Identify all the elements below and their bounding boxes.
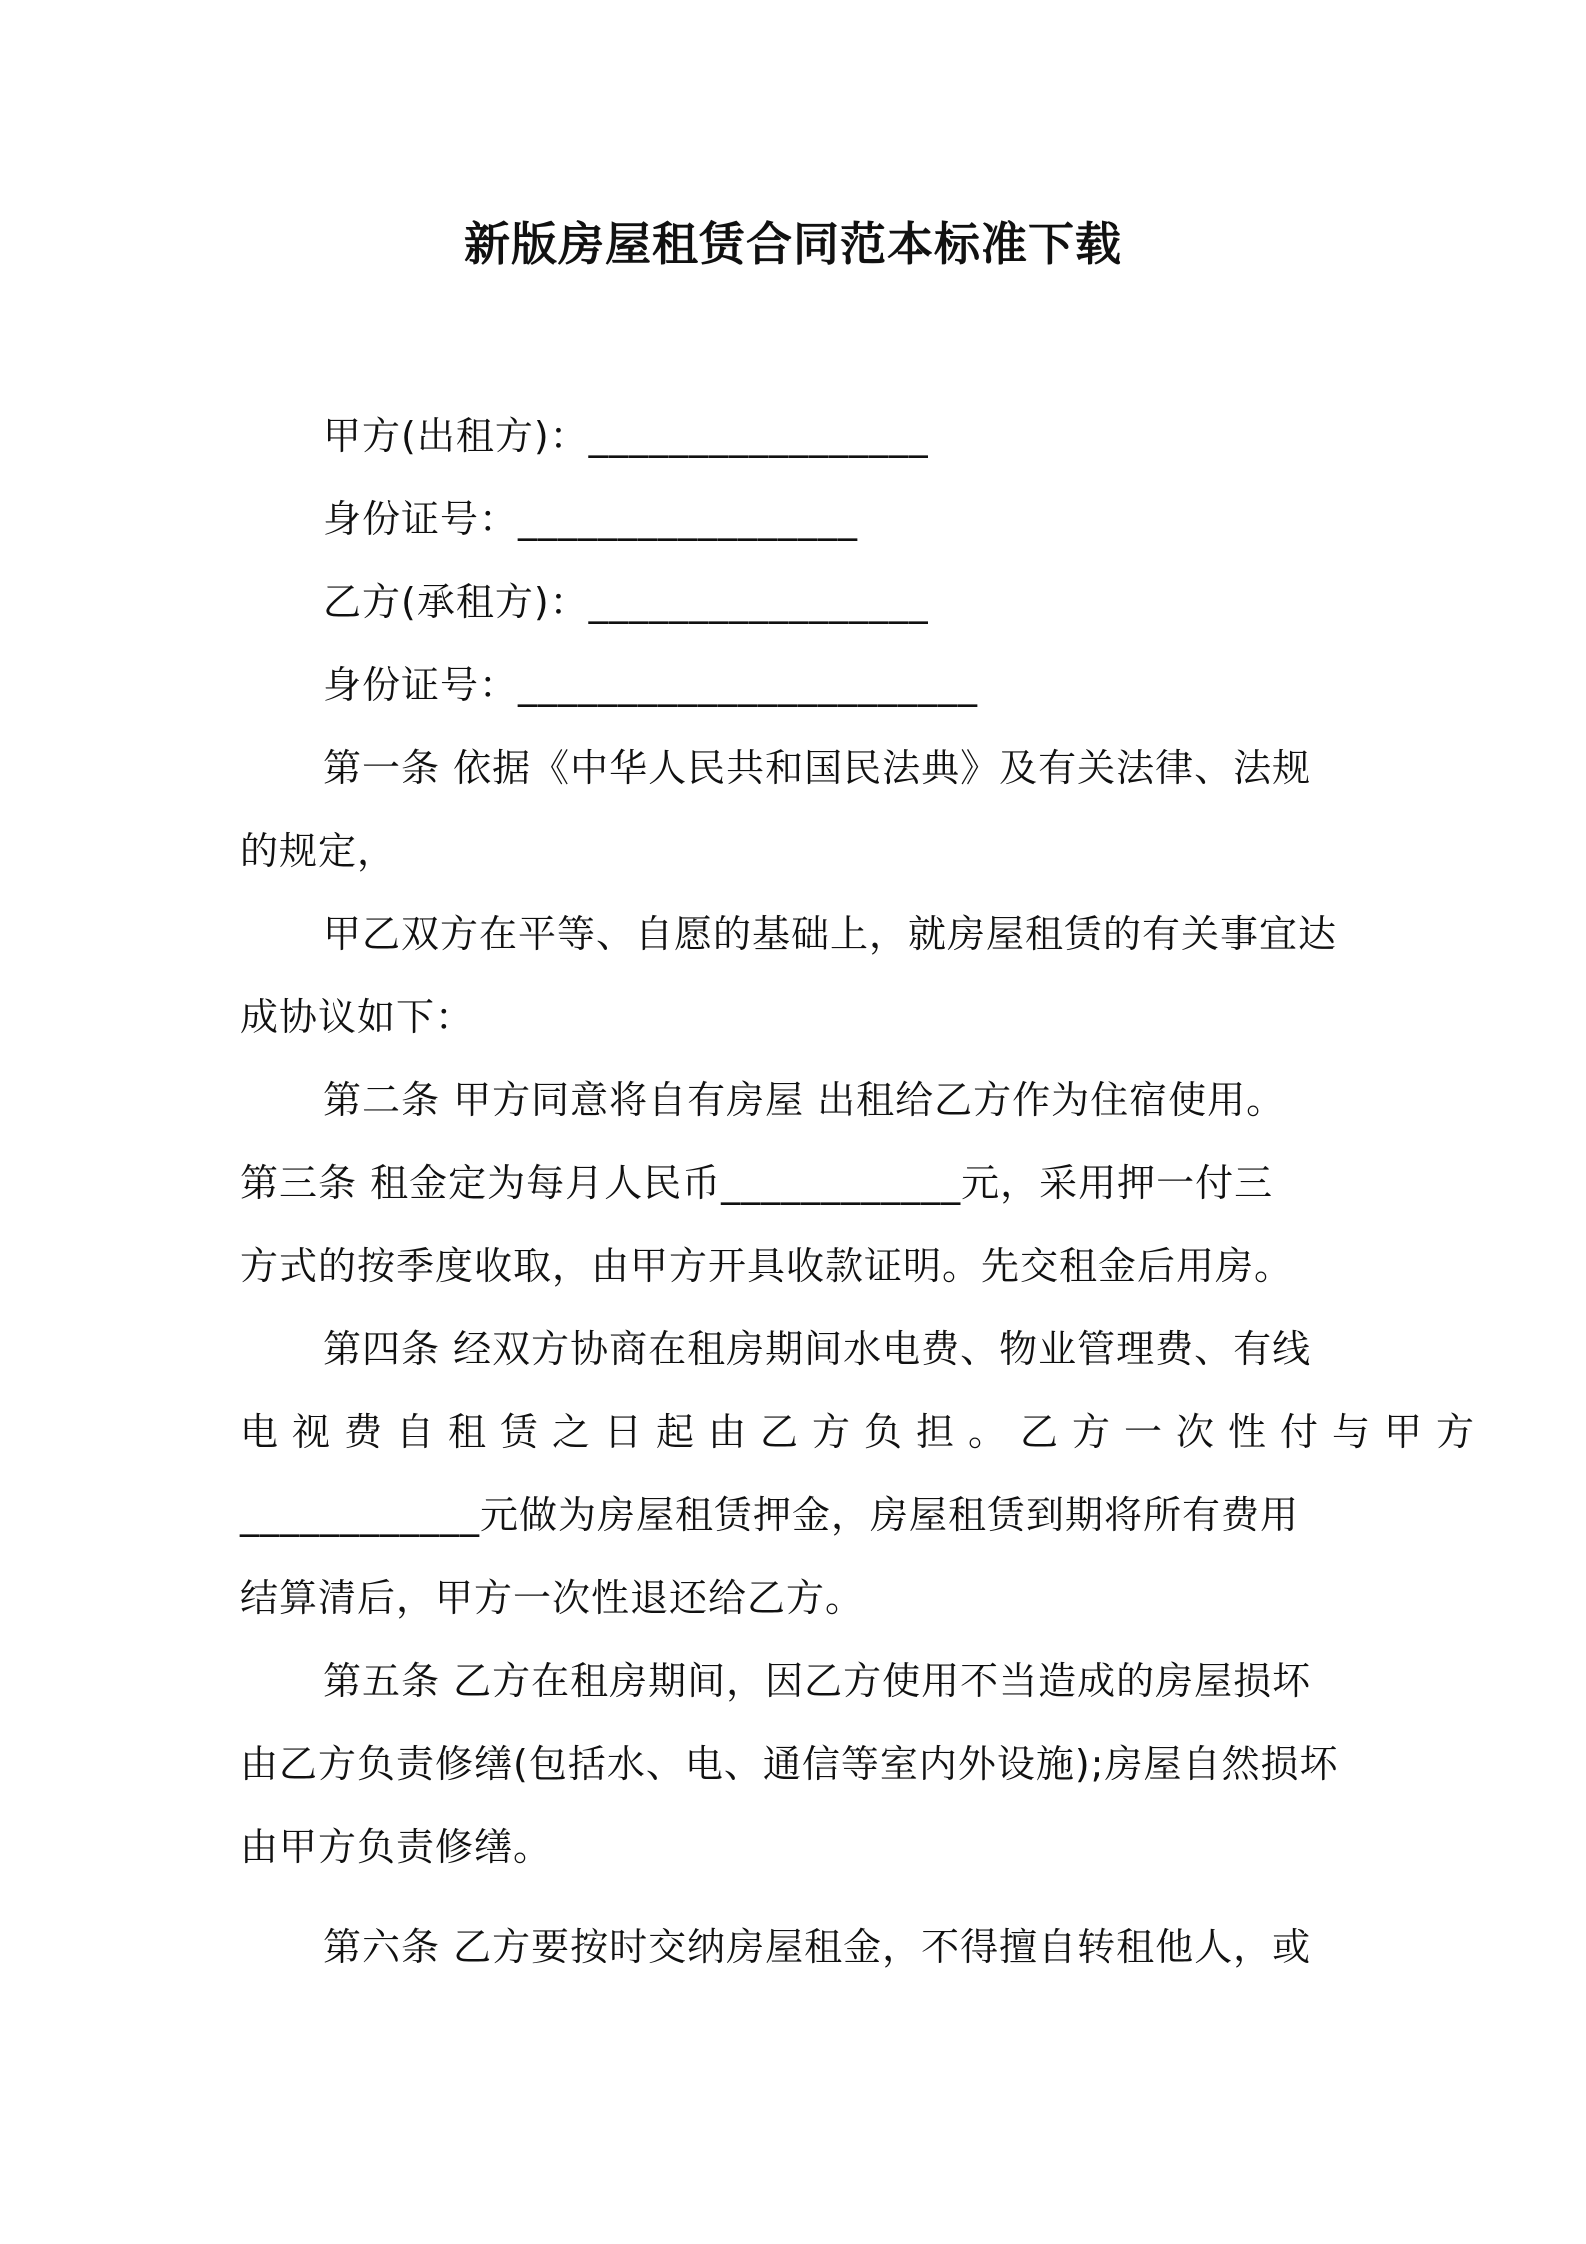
article-3-line-2: 方式的按季度收取，由甲方开具收款证明。先交租金后用房。 — [240, 1244, 1294, 1288]
article-4-line-4: 结算清后，甲方一次性退还给乙方。 — [240, 1576, 865, 1620]
agreement-line-2: 成协议如下： — [240, 995, 475, 1039]
article-4-line-1: 第四条 经双方协商在租房期间水电费、物业管理费、有线 — [323, 1327, 1312, 1371]
article-4-line-2: 电视费自租赁之日起由乙方负担。乙方一次性付与甲方 — [240, 1410, 1489, 1454]
article-6-line-1: 第六条 乙方要按时交纳房屋租金，不得擅自转租他人，或 — [323, 1925, 1312, 1969]
document-title: 新版房屋租赁合同范本标准下载 — [464, 217, 1122, 271]
article-4-line-3: ____________元做为房屋租赁押金，房屋租赁到期将所有费用 — [240, 1493, 1300, 1537]
article-5-line-3: 由甲方负责修缮。 — [240, 1825, 553, 1869]
article-1-line-1: 第一条 依据《中华人民共和国民法典》及有关法律、法规 — [323, 746, 1312, 790]
article-5-line-1: 第五条 乙方在租房期间，因乙方使用不当造成的房屋损坏 — [323, 1659, 1312, 1703]
article-2-line: 第二条 甲方同意将自有房屋 出租给乙方作为住宿使用。 — [323, 1078, 1286, 1122]
party-a-line: 甲方(出租方)：_________________ — [323, 414, 929, 458]
party-b-id-line: 身份证号：_______________________ — [323, 663, 979, 707]
party-b-line: 乙方(承租方)：_________________ — [323, 580, 929, 624]
agreement-line-1: 甲乙双方在平等、自愿的基础上，就房屋租赁的有关事宜达 — [323, 912, 1338, 956]
article-5-line-2: 由乙方负责修缮(包括水、电、通信等室内外设施);房屋自然损坏 — [240, 1742, 1339, 1786]
article-3-line-1: 第三条 租金定为每月人民币____________元，采用押一付三 — [240, 1161, 1274, 1205]
party-a-id-line: 身份证号：_________________ — [323, 497, 859, 541]
article-1-line-2: 的规定， — [240, 829, 397, 873]
